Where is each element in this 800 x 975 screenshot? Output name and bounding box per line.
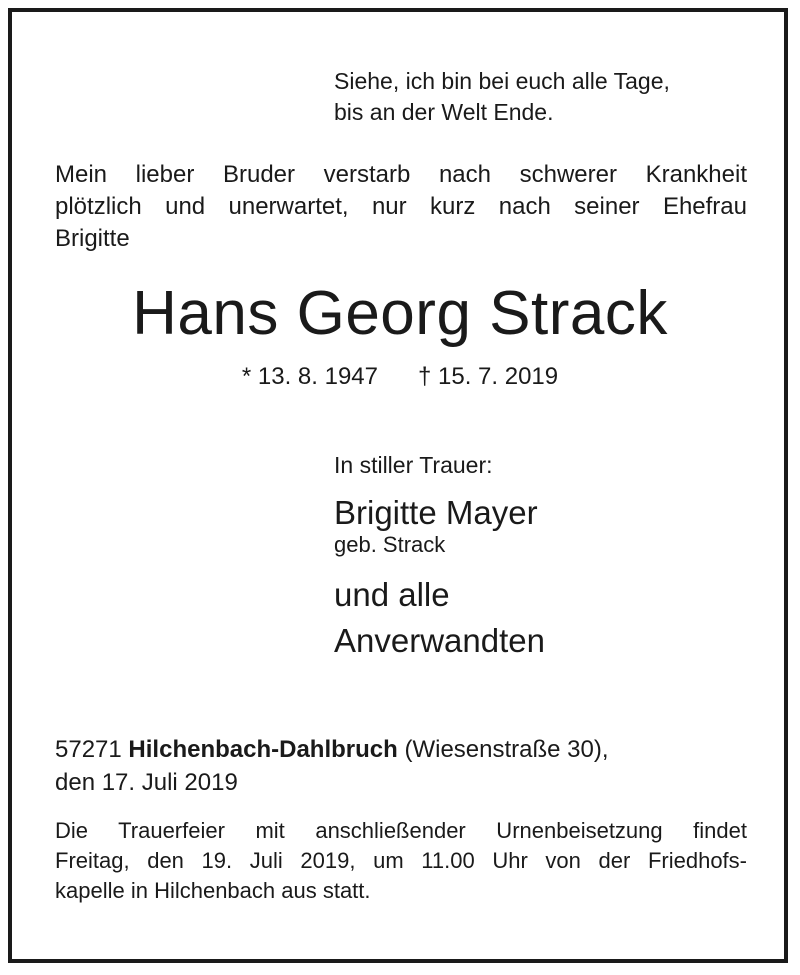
intro-text	[55, 159, 747, 255]
other-relatives-line-2: Anverwandten	[334, 622, 545, 659]
ceremony-line-1: Die Trauerfeier mit anschließender Urnenbeisetzung findet	[55, 818, 747, 843]
ceremony-notice	[55, 816, 747, 906]
other-relatives	[334, 572, 545, 664]
ceremony-line-2: Freitag, den 19. Juli 2019, um 11.00 Uhr von der Friedhofs-	[55, 848, 747, 873]
postal-code: 57271	[55, 736, 122, 763]
town-name: Hilchenbach-Dahlbruch	[128, 736, 398, 763]
intro-line-1: Mein lieber Bruder verstarb nach schwerer Krankheit	[55, 161, 747, 188]
intro-line-2: plötzlich und unerwartet, nur kurz nach seiner Ehefrau	[55, 193, 747, 220]
other-relatives-line-1: und alle	[334, 576, 450, 613]
mourning-label: In stiller Trauer:	[334, 452, 493, 478]
address-date: den 17. Juli 2019	[55, 769, 238, 796]
intro-line-3: Brigitte	[55, 225, 130, 252]
life-dates	[0, 362, 800, 392]
mourner-name: Brigitte Mayer	[334, 494, 538, 531]
verse-line-2: bis an der Welt Ende.	[334, 99, 554, 125]
birth-date: * 13. 8. 1947	[241, 363, 378, 390]
mourner-maiden-name: geb. Strack	[334, 532, 446, 557]
mourners-block	[334, 450, 545, 664]
address-block	[55, 733, 609, 799]
verse-line-1: Siehe, ich bin bei euch alle Tage,	[334, 68, 670, 94]
address-line	[55, 733, 609, 766]
street-address: (Wiesenstraße 30),	[404, 736, 609, 763]
bible-verse	[334, 66, 670, 128]
ceremony-line-3: kapelle in Hilchenbach aus statt.	[55, 878, 371, 903]
deceased-name: Hans Georg Strack	[132, 279, 668, 348]
death-date: † 15. 7. 2019	[418, 363, 559, 390]
